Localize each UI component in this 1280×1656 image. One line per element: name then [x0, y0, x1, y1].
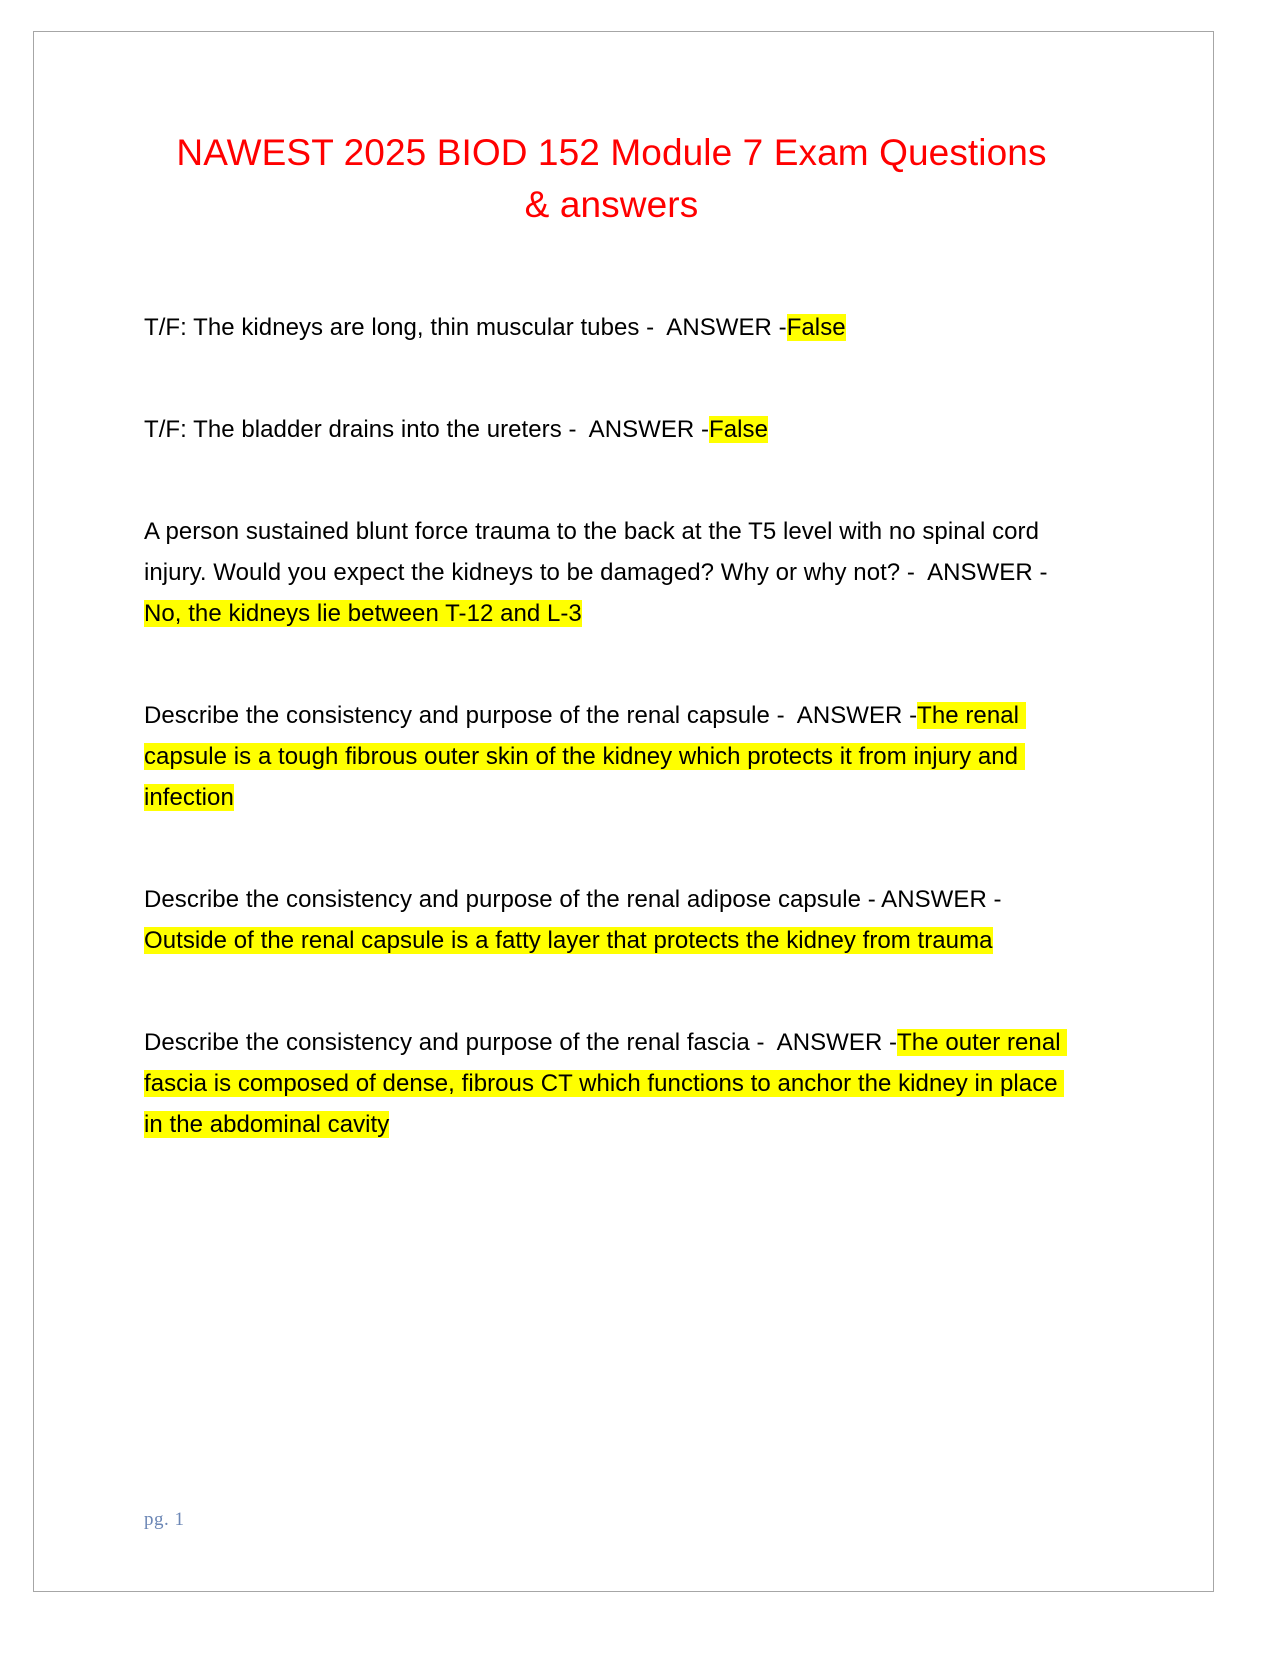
- document-page: [33, 31, 1214, 1592]
- page-title: NAWEST 2025 BIOD 152 Module 7 Exam Questions & answers: [176, 132, 1047, 225]
- page-content: [144, 127, 1079, 1145]
- qa-item: [144, 695, 1079, 818]
- question-text: A person sustained blunt force trauma to the back at the T5 level with no spinal cord injury. Would you expect the kidneys to be damaged? Why or why not? - ANSWER -: [144, 518, 1048, 586]
- answer-highlight: Outside of the renal capsule is a fatty layer that protects the kidney from trauma: [144, 927, 993, 954]
- answer-highlight: False: [709, 416, 768, 443]
- qa-item: [144, 409, 1079, 450]
- qa-item: [144, 307, 1079, 348]
- question-text: Describe the consistency and purpose of the renal capsule - ANSWER -: [144, 702, 918, 729]
- answer-highlight: The outer renal fascia is composed of dense, fibrous CT which functions to anchor the kidney in place in the abdominal cavity: [144, 1029, 1068, 1138]
- question-text: T/F: The bladder drains into the ureters - ANSWER -: [144, 416, 710, 443]
- qa-list: [144, 307, 1079, 1145]
- answer-highlight: The renal capsule is a tough fibrous outer skin of the kidney which protects it from injury and infection: [144, 702, 1026, 811]
- question-text: Describe the consistency and purpose of the renal adipose capsule - ANSWER -: [144, 886, 1002, 913]
- question-text: T/F: The kidneys are long, thin muscular tubes - ANSWER -: [144, 314, 787, 341]
- qa-item: [144, 511, 1079, 634]
- answer-highlight: No, the kidneys lie between T-12 and L-3: [144, 600, 582, 627]
- qa-item: [144, 1022, 1079, 1145]
- qa-item: [144, 879, 1079, 961]
- question-text: Describe the consistency and purpose of the renal fascia - ANSWER -: [144, 1029, 898, 1056]
- page-number-footer: pg. 1: [144, 1509, 185, 1530]
- answer-highlight: False: [786, 314, 846, 341]
